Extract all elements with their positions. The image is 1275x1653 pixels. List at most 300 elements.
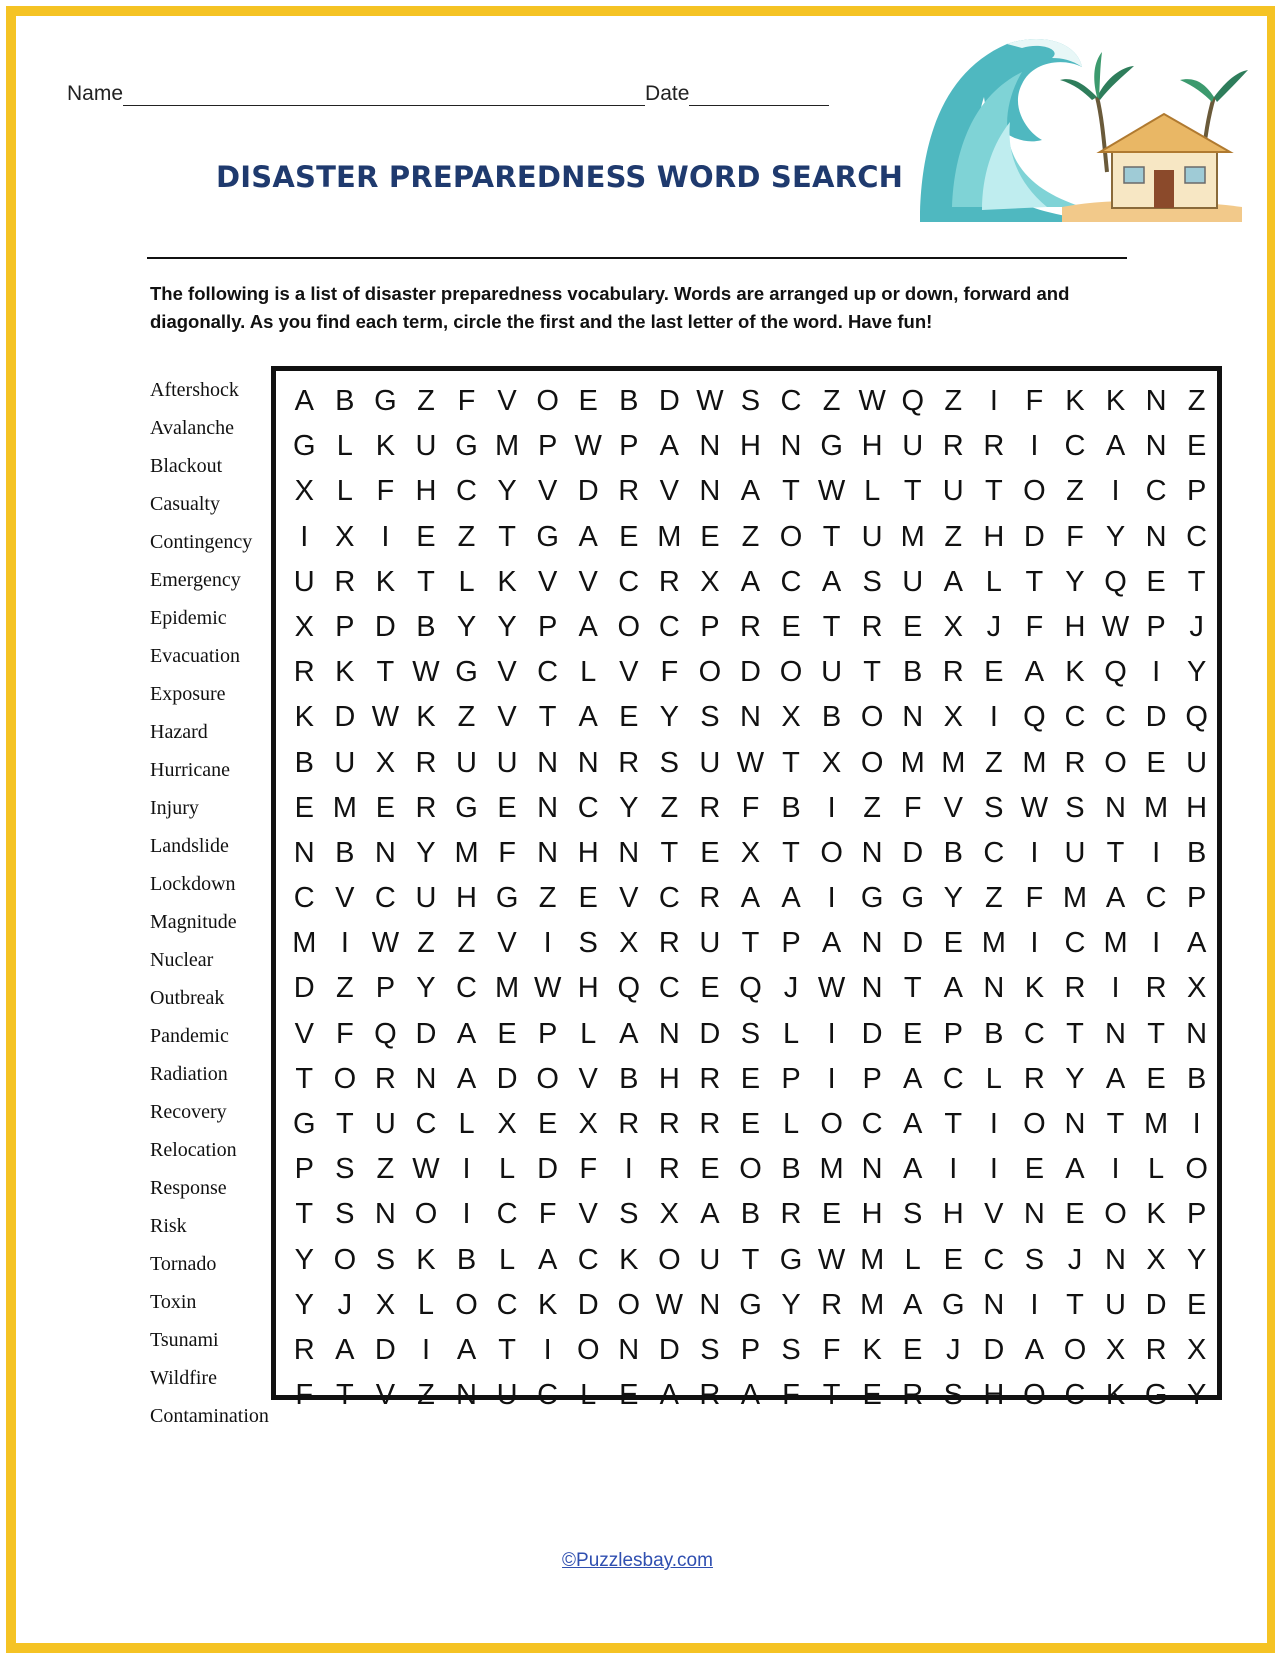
grid-letter[interactable]: O	[1063, 1333, 1087, 1366]
grid-letter[interactable]: X	[1105, 1333, 1126, 1366]
grid-letter[interactable]: V	[659, 475, 680, 508]
grid-letter[interactable]: A	[903, 1062, 923, 1095]
grid-letter[interactable]: V	[537, 565, 558, 598]
grid-letter[interactable]: T	[498, 520, 516, 553]
grid-letter[interactable]: K	[294, 701, 314, 734]
grid-letter[interactable]: X	[943, 610, 963, 643]
grid-letter[interactable]: W	[371, 927, 400, 960]
grid-letter[interactable]: S	[375, 1243, 396, 1276]
grid-letter[interactable]: U	[861, 520, 883, 553]
grid-letter[interactable]: R	[334, 565, 356, 598]
grid-letter[interactable]: U	[699, 927, 721, 960]
grid-letter[interactable]: V	[497, 656, 517, 689]
grid-letter[interactable]: S	[659, 746, 680, 779]
grid-letter[interactable]: T	[295, 1062, 314, 1095]
grid-letter[interactable]: E	[700, 520, 720, 553]
grid-letter[interactable]: I	[1111, 972, 1120, 1005]
grid-letter[interactable]: I	[1030, 927, 1039, 960]
grid-letter[interactable]: H	[739, 430, 761, 463]
grid-letter[interactable]: R	[1145, 972, 1167, 1005]
grid-letter[interactable]: F	[538, 1198, 557, 1231]
grid-letter[interactable]: G	[860, 882, 884, 915]
grid-letter[interactable]: N	[861, 927, 883, 960]
grid-letter[interactable]: D	[902, 836, 924, 869]
grid-letter[interactable]: R	[699, 1062, 721, 1095]
grid-letter[interactable]: F	[782, 1379, 800, 1412]
grid-letter[interactable]: G	[374, 385, 397, 417]
grid-letter[interactable]: R	[658, 1108, 680, 1140]
grid-letter[interactable]: A	[700, 1198, 720, 1231]
grid-letter[interactable]: W	[533, 972, 562, 1005]
grid-letter[interactable]: B	[619, 385, 639, 417]
grid-letter[interactable]: E	[740, 1108, 761, 1140]
grid-letter[interactable]: L	[336, 475, 353, 508]
grid-letter[interactable]: N	[618, 836, 640, 869]
grid-letter[interactable]: U	[942, 475, 964, 508]
grid-letter[interactable]: W	[1101, 610, 1130, 643]
grid-letter[interactable]: E	[700, 836, 720, 869]
grid-letter[interactable]: S	[619, 1198, 639, 1231]
grid-letter[interactable]: Y	[497, 475, 517, 508]
grid-letter[interactable]: A	[903, 1108, 923, 1140]
grid-letter[interactable]: Z	[1187, 385, 1206, 417]
grid-letter[interactable]: N	[983, 1288, 1005, 1321]
grid-letter[interactable]: K	[497, 565, 517, 598]
grid-letter[interactable]: Y	[456, 610, 477, 643]
grid-letter[interactable]: E	[943, 927, 963, 960]
grid-letter[interactable]: M	[292, 927, 317, 960]
grid-letter[interactable]: E	[862, 1379, 882, 1412]
grid-letter[interactable]: U	[1186, 746, 1208, 779]
grid-letter[interactable]: R	[699, 1379, 721, 1412]
grid-letter[interactable]: P	[700, 610, 720, 643]
grid-letter[interactable]: L	[904, 1243, 921, 1276]
grid-letter[interactable]: V	[497, 927, 517, 960]
grid-letter[interactable]: F	[335, 1017, 354, 1050]
grid-letter[interactable]: G	[293, 430, 316, 463]
grid-letter[interactable]: C	[983, 1243, 1005, 1276]
grid-letter[interactable]: D	[902, 927, 924, 960]
grid-letter[interactable]: R	[780, 1198, 802, 1231]
grid-letter[interactable]: T	[782, 836, 800, 869]
grid-letter[interactable]: E	[700, 972, 720, 1005]
grid-letter[interactable]: E	[984, 656, 1004, 689]
grid-letter[interactable]: P	[781, 927, 801, 960]
grid-letter[interactable]: O	[779, 656, 803, 689]
grid-letter[interactable]: E	[619, 701, 639, 734]
grid-letter[interactable]: B	[781, 1153, 801, 1186]
grid-letter[interactable]: Y	[781, 1288, 801, 1321]
grid-letter[interactable]: A	[943, 565, 963, 598]
grid-letter[interactable]: D	[374, 1333, 396, 1366]
grid-letter[interactable]: T	[1025, 565, 1044, 598]
grid-letter[interactable]: A	[1105, 882, 1126, 915]
grid-letter[interactable]: E	[1186, 1288, 1207, 1321]
grid-letter[interactable]: I	[462, 1198, 471, 1231]
grid-letter[interactable]: N	[1145, 520, 1167, 553]
grid-letter[interactable]: T	[1106, 836, 1125, 869]
grid-letter[interactable]: K	[537, 1288, 558, 1321]
grid-letter[interactable]: L	[782, 1108, 800, 1140]
grid-letter[interactable]: V	[578, 1198, 598, 1231]
grid-letter[interactable]: N	[739, 701, 761, 734]
grid-letter[interactable]: R	[821, 1288, 843, 1321]
grid-letter[interactable]: T	[376, 656, 395, 689]
grid-letter[interactable]: U	[374, 1108, 396, 1140]
grid-letter[interactable]: E	[903, 610, 923, 643]
grid-letter[interactable]: D	[293, 972, 315, 1005]
grid-letter[interactable]: S	[740, 385, 761, 417]
grid-letter[interactable]: E	[578, 385, 598, 417]
grid-letter[interactable]: X	[294, 475, 314, 508]
grid-letter[interactable]: U	[456, 746, 477, 779]
grid-letter[interactable]: O	[698, 656, 722, 689]
grid-letter[interactable]: Z	[538, 882, 557, 915]
grid-letter[interactable]: I	[1152, 836, 1161, 869]
grid-letter[interactable]: C	[618, 565, 640, 598]
grid-letter[interactable]: A	[578, 610, 598, 643]
grid-letter[interactable]: I	[827, 791, 836, 824]
grid-letter[interactable]: C	[537, 1379, 559, 1412]
grid-letter[interactable]: Y	[659, 701, 680, 734]
grid-letter[interactable]: U	[293, 565, 315, 598]
grid-letter[interactable]: C	[983, 836, 1005, 869]
grid-letter[interactable]: E	[821, 1198, 842, 1231]
grid-letter[interactable]: D	[658, 1333, 680, 1366]
grid-letter[interactable]: C	[456, 475, 477, 508]
grid-letter[interactable]: K	[862, 1333, 882, 1366]
grid-letter[interactable]: I	[989, 1108, 998, 1140]
grid-letter[interactable]: N	[1023, 1198, 1045, 1231]
grid-letter[interactable]: P	[781, 1062, 801, 1095]
grid-letter[interactable]: T	[822, 610, 841, 643]
grid-letter[interactable]: A	[659, 1379, 680, 1412]
grid-letter[interactable]: H	[983, 1379, 1005, 1412]
grid-letter[interactable]: I	[949, 1153, 958, 1186]
grid-letter[interactable]: B	[984, 1017, 1004, 1050]
grid-letter[interactable]: K	[619, 1243, 639, 1276]
grid-letter[interactable]: N	[658, 1017, 680, 1050]
grid-letter[interactable]: S	[781, 1333, 801, 1366]
grid-letter[interactable]: U	[902, 565, 924, 598]
grid-letter[interactable]: X	[375, 1288, 396, 1321]
grid-letter[interactable]: L	[580, 1017, 597, 1050]
grid-letter[interactable]: K	[416, 1243, 436, 1276]
grid-letter[interactable]: Z	[944, 385, 963, 417]
grid-letter[interactable]: O	[820, 836, 843, 869]
grid-letter[interactable]: C	[1064, 927, 1086, 960]
grid-letter[interactable]: E	[1024, 1153, 1045, 1186]
grid-letter[interactable]: M	[860, 1243, 885, 1276]
grid-letter[interactable]: I	[827, 882, 836, 915]
grid-letter[interactable]: X	[1146, 1243, 1166, 1276]
grid-letter[interactable]: P	[1146, 610, 1166, 643]
grid-letter[interactable]: Y	[497, 610, 517, 643]
grid-letter[interactable]: W	[736, 746, 765, 779]
grid-letter[interactable]: S	[700, 1333, 720, 1366]
grid-letter[interactable]: M	[332, 791, 357, 824]
grid-letter[interactable]: C	[1064, 1379, 1086, 1412]
grid-letter[interactable]: L	[985, 1062, 1002, 1095]
grid-letter[interactable]: O	[414, 1198, 438, 1231]
grid-letter[interactable]: N	[415, 1062, 437, 1095]
grid-letter[interactable]: O	[860, 746, 884, 779]
grid-letter[interactable]: D	[658, 385, 680, 417]
grid-letter[interactable]: R	[699, 1108, 721, 1140]
grid-letter[interactable]: C	[415, 1108, 437, 1140]
grid-letter[interactable]: Y	[416, 836, 436, 869]
grid-letter[interactable]: O	[1185, 1153, 1208, 1186]
grid-letter[interactable]: V	[578, 565, 598, 598]
grid-letter[interactable]: D	[861, 1017, 883, 1050]
grid-letter[interactable]: E	[903, 1017, 923, 1050]
grid-letter[interactable]: L	[580, 1379, 597, 1412]
grid-letter[interactable]: O	[333, 1062, 357, 1095]
grid-letter[interactable]: W	[817, 1243, 846, 1276]
grid-letter[interactable]: H	[456, 882, 477, 915]
grid-letter[interactable]: N	[537, 746, 559, 779]
grid-letter[interactable]: O	[617, 610, 641, 643]
grid-letter[interactable]: I	[1152, 656, 1161, 689]
grid-letter[interactable]: G	[455, 791, 478, 824]
grid-letter[interactable]: E	[578, 882, 598, 915]
grid-letter[interactable]: V	[619, 656, 639, 689]
grid-letter[interactable]: K	[1105, 385, 1126, 417]
grid-letter[interactable]: P	[537, 430, 558, 463]
grid-letter[interactable]: C	[658, 882, 680, 915]
grid-letter[interactable]: R	[699, 791, 721, 824]
grid-letter[interactable]: S	[903, 1198, 923, 1231]
grid-letter[interactable]: T	[335, 1108, 354, 1140]
grid-letter[interactable]: A	[578, 701, 598, 734]
grid-letter[interactable]: E	[1065, 1198, 1085, 1231]
grid-letter[interactable]: G	[739, 1288, 762, 1321]
grid-letter[interactable]: A	[740, 565, 761, 598]
grid-letter[interactable]: Z	[457, 701, 476, 734]
grid-letter[interactable]: N	[577, 746, 599, 779]
grid-letter[interactable]: L	[864, 475, 881, 508]
grid-letter[interactable]: D	[739, 656, 761, 689]
grid-letter[interactable]: R	[415, 791, 437, 824]
grid-letter[interactable]: B	[294, 746, 314, 779]
grid-letter[interactable]: T	[944, 1108, 963, 1140]
grid-letter[interactable]: T	[741, 1243, 760, 1276]
grid-letter[interactable]: T	[295, 1198, 314, 1231]
grid-letter[interactable]: X	[659, 1198, 680, 1231]
grid-letter[interactable]: S	[700, 701, 720, 734]
grid-letter[interactable]: Q	[617, 972, 641, 1005]
grid-letter[interactable]: R	[374, 1062, 396, 1095]
grid-letter[interactable]: A	[740, 475, 761, 508]
grid-letter[interactable]: W	[858, 385, 886, 417]
grid-letter[interactable]: K	[1105, 1379, 1126, 1412]
grid-letter[interactable]: W	[574, 430, 602, 463]
grid-letter[interactable]: Y	[416, 972, 436, 1005]
grid-letter[interactable]: I	[1030, 430, 1039, 463]
grid-letter[interactable]: C	[1105, 701, 1126, 734]
grid-letter[interactable]: A	[1186, 927, 1207, 960]
grid-letter[interactable]: F	[498, 836, 516, 869]
grid-letter[interactable]: T	[1066, 1017, 1084, 1050]
grid-letter[interactable]: A	[740, 882, 761, 915]
grid-letter[interactable]: X	[578, 1108, 598, 1140]
grid-letter[interactable]: T	[984, 475, 1003, 508]
grid-letter[interactable]: N	[1105, 791, 1126, 824]
grid-letter[interactable]: N	[1145, 385, 1167, 417]
grid-letter[interactable]: O	[1023, 1379, 1046, 1412]
grid-letter[interactable]: W	[412, 1153, 440, 1186]
grid-letter[interactable]: U	[821, 656, 843, 689]
grid-letter[interactable]: T	[741, 927, 760, 960]
grid-letter[interactable]: Q	[1185, 701, 1208, 734]
grid-letter[interactable]: E	[619, 1379, 639, 1412]
grid-letter[interactable]: U	[699, 1243, 721, 1276]
grid-letter[interactable]: E	[1146, 1062, 1166, 1095]
grid-letter[interactable]: T	[1147, 1017, 1165, 1050]
grid-letter[interactable]: M	[900, 746, 925, 779]
grid-letter[interactable]: I	[1192, 1108, 1201, 1140]
grid-letter[interactable]: A	[294, 385, 314, 417]
grid-letter[interactable]: R	[1064, 972, 1086, 1005]
grid-letter[interactable]: R	[699, 882, 721, 915]
grid-letter[interactable]: R	[942, 656, 964, 689]
grid-letter[interactable]: Y	[294, 1288, 314, 1321]
grid-letter[interactable]: N	[861, 1153, 883, 1186]
grid-letter[interactable]: G	[942, 1288, 965, 1321]
grid-letter[interactable]: N	[618, 1333, 640, 1366]
grid-letter[interactable]: L	[458, 1108, 475, 1140]
grid-letter[interactable]: F	[903, 791, 922, 824]
grid-letter[interactable]: U	[1105, 1288, 1126, 1321]
grid-letter[interactable]: T	[863, 656, 882, 689]
grid-letter[interactable]: B	[740, 1198, 761, 1231]
grid-letter[interactable]: N	[1105, 1243, 1126, 1276]
grid-letter[interactable]: X	[1186, 972, 1207, 1005]
grid-letter[interactable]: E	[700, 1153, 720, 1186]
grid-letter[interactable]: M	[454, 836, 479, 869]
grid-letter[interactable]: R	[861, 610, 883, 643]
grid-letter[interactable]: N	[293, 836, 315, 869]
grid-letter[interactable]: H	[983, 520, 1005, 553]
grid-letter[interactable]: C	[1145, 882, 1167, 915]
grid-letter[interactable]: T	[1106, 1108, 1125, 1140]
grid-letter[interactable]: R	[618, 1108, 640, 1140]
grid-letter[interactable]: B	[821, 701, 842, 734]
grid-letter[interactable]: B	[335, 836, 355, 869]
grid-letter[interactable]: D	[1145, 1288, 1167, 1321]
grid-letter[interactable]: P	[1186, 475, 1207, 508]
grid-letter[interactable]: W	[696, 385, 724, 417]
grid-letter[interactable]: Q	[374, 1017, 397, 1050]
grid-letter[interactable]: W	[817, 475, 846, 508]
grid-letter[interactable]: K	[1065, 656, 1085, 689]
grid-letter[interactable]: I	[1030, 836, 1039, 869]
grid-letter[interactable]: S	[943, 1379, 963, 1412]
grid-letter[interactable]: K	[1146, 1198, 1166, 1231]
grid-letter[interactable]: A	[619, 1017, 639, 1050]
grid-letter[interactable]: E	[416, 520, 436, 553]
grid-letter[interactable]: S	[1065, 791, 1085, 824]
grid-letter[interactable]: I	[543, 927, 552, 960]
grid-letter[interactable]: K	[1024, 972, 1045, 1005]
grid-letter[interactable]: R	[942, 430, 964, 463]
grid-letter[interactable]: V	[578, 1062, 598, 1095]
grid-letter[interactable]: M	[981, 927, 1006, 960]
grid-letter[interactable]: L	[336, 430, 353, 463]
grid-letter[interactable]: Y	[1105, 520, 1126, 553]
grid-letter[interactable]: T	[538, 701, 557, 734]
grid-letter[interactable]: X	[619, 927, 639, 960]
grid-letter[interactable]: C	[1145, 475, 1167, 508]
grid-letter[interactable]: M	[941, 746, 966, 779]
grid-letter[interactable]: T	[822, 520, 841, 553]
grid-letter[interactable]: X	[700, 565, 720, 598]
grid-letter[interactable]: Q	[901, 385, 924, 417]
grid-letter[interactable]: V	[943, 791, 963, 824]
grid-letter[interactable]: C	[577, 1243, 599, 1276]
grid-letter[interactable]: Z	[417, 1379, 435, 1412]
grid-letter[interactable]: M	[1062, 882, 1088, 915]
grid-letter[interactable]: G	[495, 882, 519, 915]
grid-letter[interactable]: E	[619, 520, 639, 553]
grid-letter[interactable]: Y	[619, 791, 639, 824]
grid-letter[interactable]: M	[495, 430, 520, 463]
grid-letter[interactable]: B	[781, 791, 801, 824]
grid-letter[interactable]: O	[536, 1062, 559, 1095]
grid-letter[interactable]: P	[1186, 882, 1207, 915]
grid-letter[interactable]: T	[903, 972, 922, 1005]
grid-letter[interactable]: A	[903, 1153, 923, 1186]
grid-letter[interactable]: T	[498, 1333, 516, 1366]
grid-letter[interactable]: S	[578, 927, 598, 960]
grid-letter[interactable]: P	[943, 1017, 963, 1050]
grid-letter[interactable]: D	[537, 1153, 559, 1186]
grid-letter[interactable]: A	[456, 1017, 477, 1050]
grid-letter[interactable]: M	[1144, 1108, 1169, 1140]
grid-letter[interactable]: C	[537, 656, 559, 689]
grid-letter[interactable]: Q	[1023, 701, 1046, 734]
grid-letter[interactable]: N	[699, 475, 721, 508]
grid-letter[interactable]: F	[1025, 385, 1044, 417]
grid-letter[interactable]: N	[374, 1198, 396, 1231]
grid-letter[interactable]: X	[943, 701, 963, 734]
grid-letter[interactable]: R	[618, 746, 640, 779]
grid-letter[interactable]: X	[740, 836, 761, 869]
grid-letter[interactable]: C	[456, 972, 477, 1005]
grid-letter[interactable]: D	[374, 610, 396, 643]
grid-letter[interactable]: I	[340, 927, 349, 960]
grid-letter[interactable]: C	[1064, 701, 1086, 734]
grid-letter[interactable]: H	[415, 475, 437, 508]
grid-letter[interactable]: I	[1111, 1153, 1120, 1186]
grid-letter[interactable]: C	[1064, 430, 1086, 463]
grid-letter[interactable]: C	[942, 1062, 964, 1095]
grid-letter[interactable]: W	[412, 656, 440, 689]
grid-letter[interactable]: S	[862, 565, 882, 598]
grid-letter[interactable]: A	[821, 565, 842, 598]
grid-letter[interactable]: Z	[376, 1153, 395, 1186]
puzzlesbay-link[interactable]: ©Puzzlesbay.com	[562, 1550, 713, 1571]
grid-letter[interactable]: R	[1064, 746, 1086, 779]
grid-letter[interactable]: B	[456, 1243, 477, 1276]
grid-letter[interactable]: I	[421, 1333, 430, 1366]
grid-letter[interactable]: H	[577, 972, 599, 1005]
grid-letter[interactable]: C	[658, 610, 680, 643]
grid-letter[interactable]: K	[335, 656, 355, 689]
grid-letter[interactable]: V	[984, 1198, 1004, 1231]
grid-letter[interactable]: F	[457, 385, 476, 417]
grid-letter[interactable]: R	[1023, 1062, 1045, 1095]
